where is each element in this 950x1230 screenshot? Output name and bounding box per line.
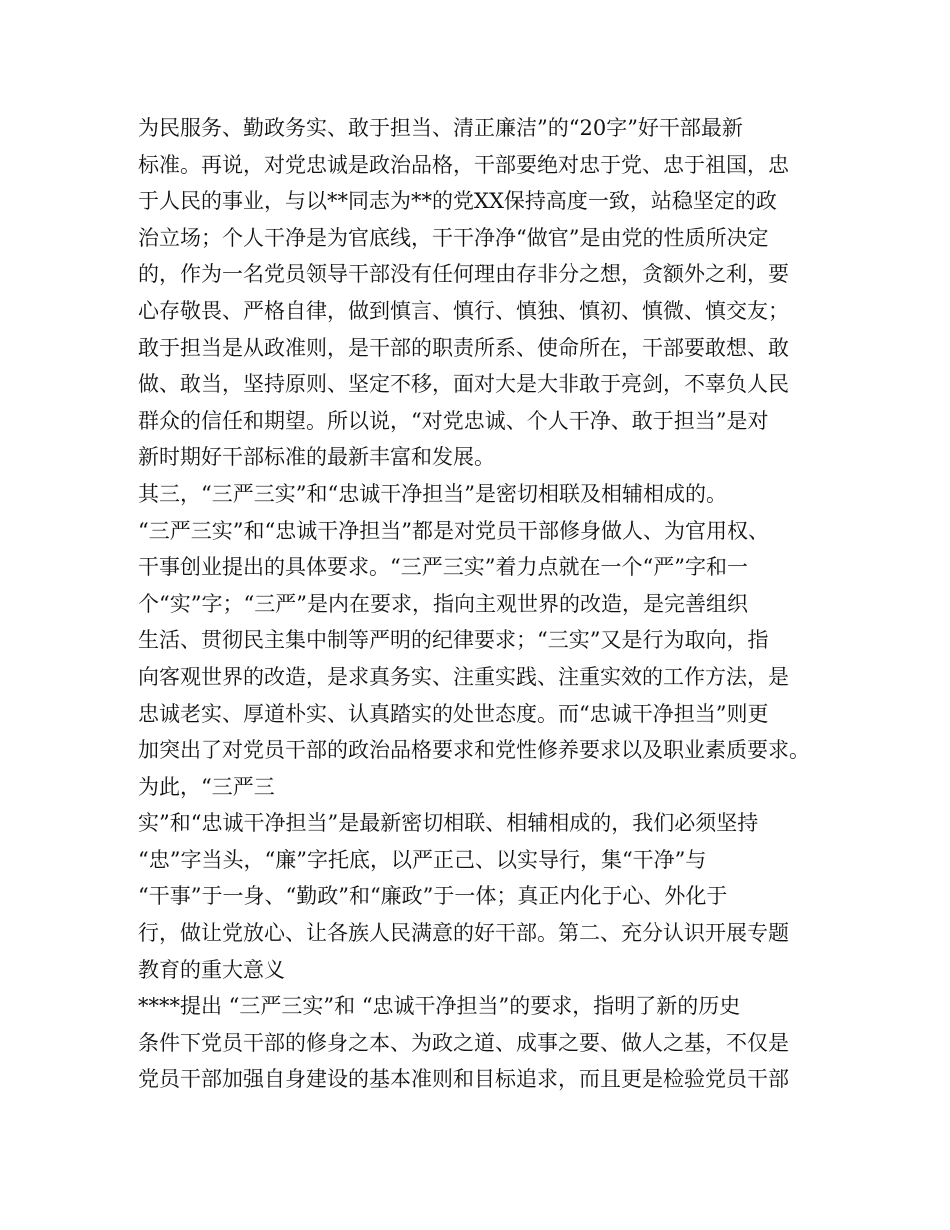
text-line: 新时期好干部标准的最新丰富和发展。: [138, 445, 495, 470]
text-line: ****提出 “三严三实”和 “忠诚干净担当”的要求，指明了新的历史: [138, 994, 741, 1019]
text-line: 个“实”字；“三严”是内在要求，指向主观世界的改造，是完善组织: [138, 591, 748, 616]
text-line: 条件下党员干部的修身之本、为政之道、成事之要、做人之基，不仅是: [138, 1030, 789, 1055]
text-line: 的，作为一名党员领导干部没有任何理由存非分之想，贪额外之利，要: [138, 262, 789, 287]
text-line: 为民服务、勤政务实、敢于担当、清正廉洁”的“20字”好干部最新: [138, 116, 743, 140]
text-line: 其三，“三严三实”和“忠诚干净担当”是密切相联及相辅相成的。: [138, 481, 727, 506]
text-line: 群众的信任和期望。所以说，“对党忠诚、个人干净、敢于担当”是对: [138, 408, 769, 433]
text-line: 加突出了对党员干部的政治品格要求和党性修养要求以及职业素质要求。: [138, 738, 810, 763]
document-body-text: [138, 110, 838, 1098]
text-line: 教育的重大意义: [138, 957, 285, 982]
text-line: 心存敬畏、严格自律，做到慎言、慎行、慎独、慎初、慎微、慎交友；: [138, 298, 789, 323]
text-line: “忠”字当头，“廉”字托底，以严正己、以实导行，集“干净”与: [138, 847, 707, 872]
text-line: 干事创业提出的具体要求。“三严三实”着力点就在一个“严”字和一: [138, 555, 748, 580]
text-line: 党员干部加强自身建设的基本准则和目标追求，而且更是检验党员干部: [138, 1067, 789, 1092]
text-line: 标准。再说，对党忠诚是政治品格，干部要绝对忠于党、忠于祖国，忠: [138, 152, 789, 177]
text-line: 治立场；个人干净是为官底线，干干净净“做官”是由党的性质所决定: [138, 225, 769, 250]
text-line: 忠诚老实、厚道朴实、认真踏实的处世态度。而“忠诚干净担当”则更: [138, 701, 769, 726]
text-line: “三严三实”和“忠诚干净担当”都是对党员干部修身做人、为官用权、: [138, 518, 769, 543]
text-line: 生活、贯彻民主集中制等严明的纪律要求；“三实”又是行为取向，指: [138, 628, 769, 653]
text-line: 实”和“忠诚干净担当”是最新密切相联、相辅相成的，我们必须坚持: [138, 811, 759, 836]
text-line: “干事”于一身、“勤政”和“廉政”于一体；真正内化于心、外化于: [138, 884, 728, 909]
text-line: 为此，“三严三: [138, 774, 275, 799]
text-line: 向客观世界的改造，是求真务实、注重实践、注重实效的工作方法，是: [138, 664, 789, 689]
text-line: 行，做让党放心、让各族人民满意的好干部。第二、充分认识开展专题: [138, 921, 789, 946]
text-line: 敢于担当是从政准则，是干部的职责所系、使命所在，干部要敢想、敢: [138, 335, 789, 360]
text-line: 做、敢当，坚持原则、坚定不移，面对大是大非敢于亮剑，不辜负人民: [138, 372, 789, 397]
text-line: 于人民的事业，与以**同志为**的党XX保持高度一致，站稳坚定的政: [138, 189, 777, 214]
